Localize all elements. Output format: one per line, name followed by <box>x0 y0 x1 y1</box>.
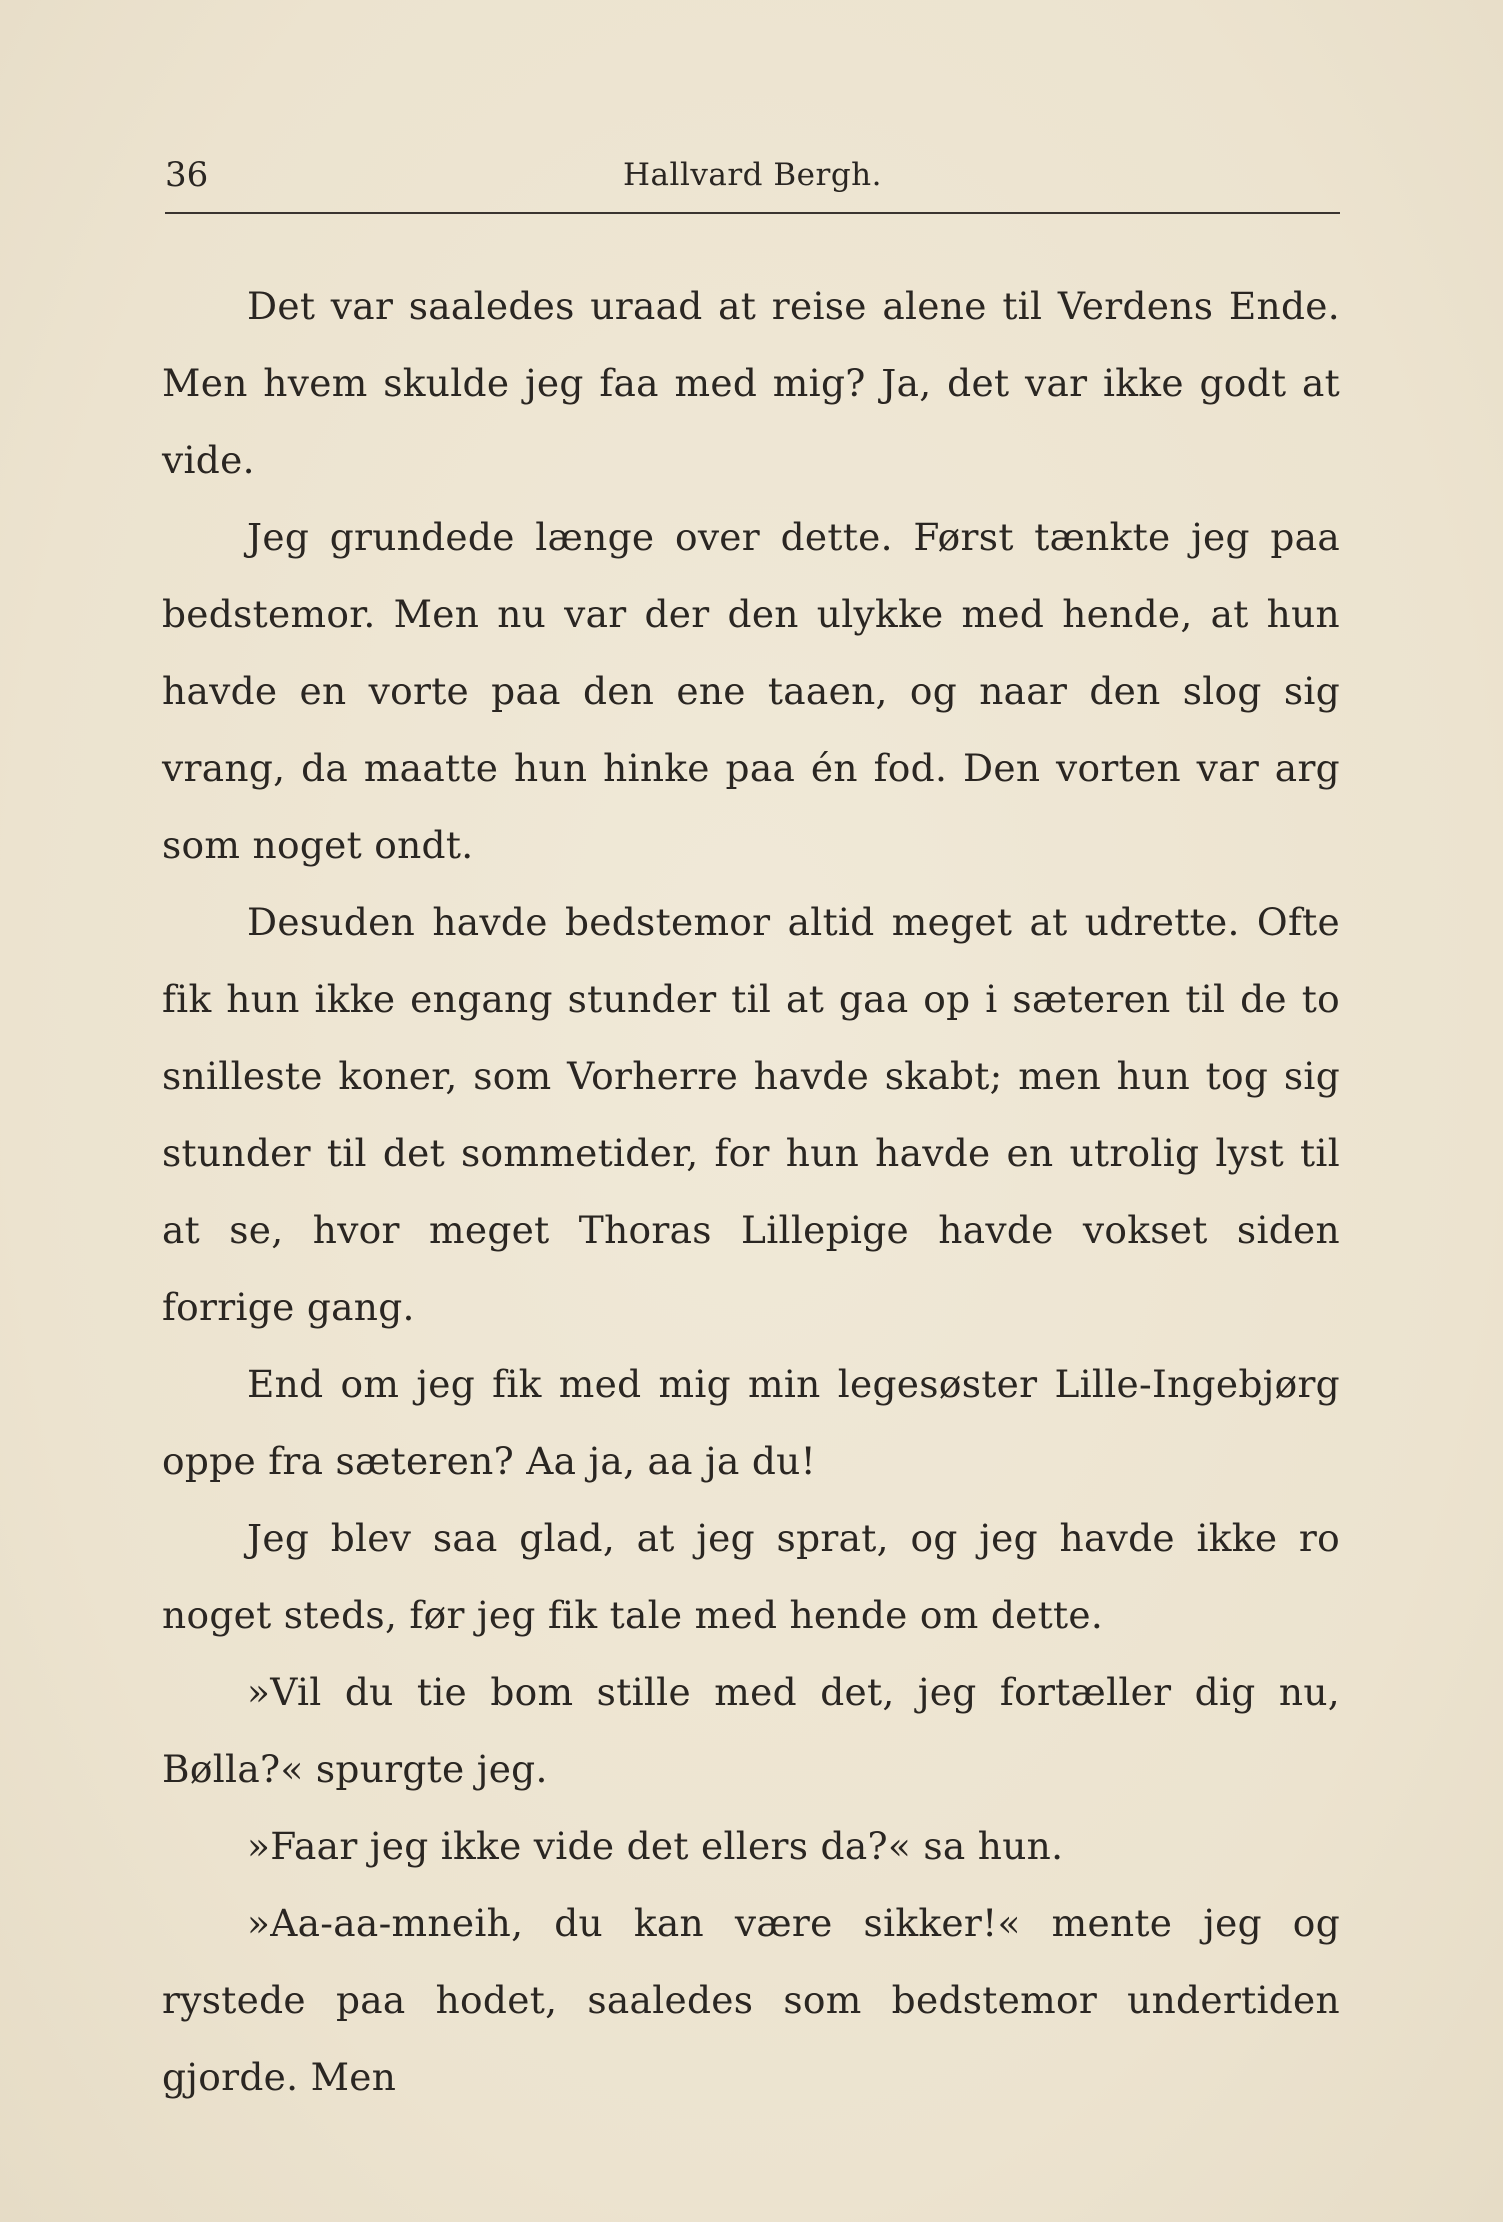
paragraph: Det var saaledes uraad at reise alene til Verdens Ende. Men hvem skulde jeg faa med mig? Ja, det var ikke godt at vide. <box>162 284 1340 482</box>
paragraph: Jeg blev saa glad, at jeg sprat, og jeg havde ikke ro noget steds, før jeg fik tale med hende om dette. <box>162 1516 1340 1637</box>
paragraph: »Aa-aa-mneih, du kan være sikker!« mente jeg og rystede paa hodet, saaledes som bedstemor undertiden gjorde. Men <box>162 1901 1340 2099</box>
paragraph: Jeg grundede længe over dette. Først tænkte jeg paa bedstemor. Men nu var der den ulykke med hende, at hun havde en vorte paa den ene taaen, og naar den slog sig vrang, da maatte hun hinke paa én fod. Den vorten var arg som noget ondt. <box>162 515 1340 867</box>
paragraph: Desuden havde bedstemor altid meget at udrette. Ofte fik hun ikke engang stunder til at gaa op i sæteren til de to snilleste koner, som Vorherre havde skabt; men hun tog sig stunder til det sommetider, for hun havde en utrolig lyst til at se, hvor meget Thoras Lillepige havde vokset siden forrige gang. <box>162 900 1340 1329</box>
page-number: 36 <box>165 155 209 195</box>
running-title: Hallvard Bergh. <box>623 157 882 193</box>
paragraph: End om jeg fik med mig min legesøster Lille-Ingebjørg oppe fra sæteren? Aa ja, aa ja du! <box>162 1362 1340 1483</box>
paragraph: »Faar jeg ikke vide det ellers da?« sa hun. <box>247 1824 1064 1868</box>
body-text <box>162 268 1340 2116</box>
page-header <box>165 150 1340 200</box>
header-rule <box>165 212 1340 214</box>
paragraph: »Vil du tie bom stille med det, jeg fortæller dig nu, Bølla?« spurgte jeg. <box>162 1670 1340 1791</box>
